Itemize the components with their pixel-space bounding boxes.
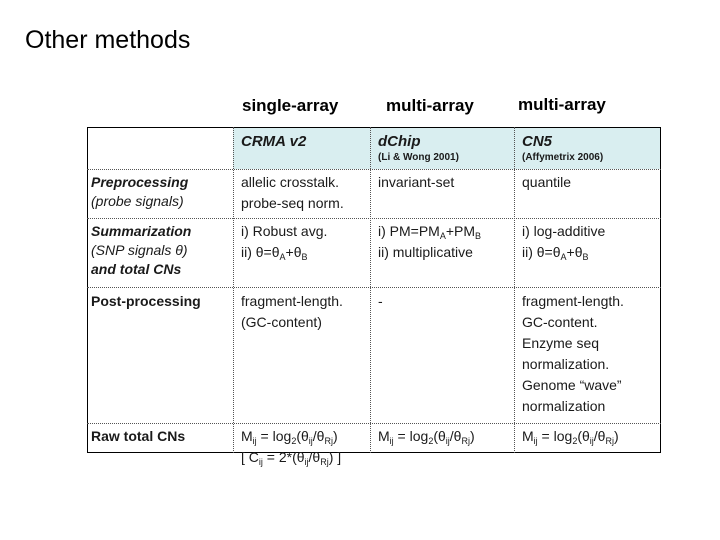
cell-line: invariant-set: [378, 174, 455, 190]
row-sublabel: (SNP signals θ): [91, 242, 188, 258]
cell-line: (GC-content): [241, 314, 322, 330]
cell-cn5-preprocessing: [522, 172, 571, 193]
page-title: Other methods: [25, 26, 191, 54]
cell-line: ii) multiplicative: [378, 244, 473, 260]
column-divider: [233, 127, 234, 453]
cell-line: [ $C_{ij} = 2*(\theta_{ij}/\theta_{Rj})$ ]: [241, 449, 342, 467]
cell-line: $M_{ij} = \log_2(\theta_{ij}/\theta_{Rj})$: [378, 428, 475, 446]
method-source: (Affymetrix 2006): [522, 152, 604, 163]
row-label-preprocessing: [91, 173, 188, 211]
cell-line: i) Robust avg.: [241, 223, 328, 239]
column-divider: [370, 127, 371, 453]
cell-dchip-postprocessing: [378, 291, 383, 312]
cell-line: quantile: [522, 174, 572, 190]
row-label-continued: and total CNs: [91, 261, 182, 277]
cell-line: Genome “wave”: [522, 377, 622, 393]
row-divider: [87, 169, 661, 170]
column-header-multi-array-2: multi-array: [518, 95, 606, 114]
cell-crma-raw-cn: [241, 426, 341, 468]
row-label-postprocessing: [91, 292, 201, 311]
cell-line: -: [378, 293, 383, 309]
cell-line: normalization: [522, 398, 606, 414]
column-header-multi-array-1: multi-array: [386, 96, 474, 115]
row-divider: [87, 287, 661, 288]
cell-line: ii) $\theta=\theta_A+\theta_B$: [241, 244, 308, 262]
column-header-single-array: single-array: [242, 96, 339, 115]
row-sublabel: (probe signals): [91, 193, 184, 209]
cell-cn5-raw-cn: [522, 426, 619, 447]
method-cn5: [522, 133, 603, 165]
row-label: Summarization: [91, 223, 192, 239]
cell-line: probe-seq norm.: [241, 195, 344, 211]
cell-line: i) $PM=PM_A+PM_B$: [378, 223, 482, 241]
row-label-raw-total-cns: [91, 427, 185, 446]
method-name: CN5: [522, 133, 553, 150]
row-label: Post-processing: [91, 293, 201, 309]
method-crma-v2: [241, 133, 306, 151]
column-divider: [514, 127, 515, 453]
cell-line: ii) $\theta=\theta_A+\theta_B$: [522, 244, 589, 262]
cell-line: $M_{ij} = \log_2(\theta_{ij}/\theta_{Rj})$: [241, 428, 338, 446]
method-dchip: [378, 133, 459, 165]
method-name: dChip: [378, 133, 421, 150]
row-label: Raw total CNs: [91, 428, 186, 444]
cell-dchip-preprocessing: [378, 172, 454, 193]
cell-crma-postprocessing: [241, 291, 343, 333]
cell-line: Enzyme seq: [522, 335, 600, 351]
row-divider: [87, 423, 661, 424]
cell-line: allelic crosstalk.: [241, 174, 340, 190]
cell-dchip-summarization: [378, 221, 481, 263]
cell-line: normalization.: [522, 356, 610, 372]
cell-line: fragment-length.: [241, 293, 343, 309]
row-label: Preprocessing: [91, 174, 189, 190]
cell-crma-preprocessing: [241, 172, 344, 214]
method-name: CRMA v2: [241, 133, 307, 150]
row-divider: [87, 218, 661, 219]
cell-line: fragment-length.: [522, 293, 624, 309]
cell-line: i) log-additive: [522, 223, 606, 239]
cell-cn5-postprocessing: [522, 291, 624, 417]
cell-dchip-raw-cn: [378, 426, 475, 447]
cell-cn5-summarization: [522, 221, 605, 263]
method-source: (Li & Wong 2001): [378, 152, 459, 163]
cell-line: GC-content.: [522, 314, 598, 330]
row-label-summarization: [91, 222, 191, 279]
cell-crma-summarization: [241, 221, 327, 263]
cell-line: $M_{ij} = \log_2(\theta_{ij}/\theta_{Rj})$: [522, 428, 619, 446]
